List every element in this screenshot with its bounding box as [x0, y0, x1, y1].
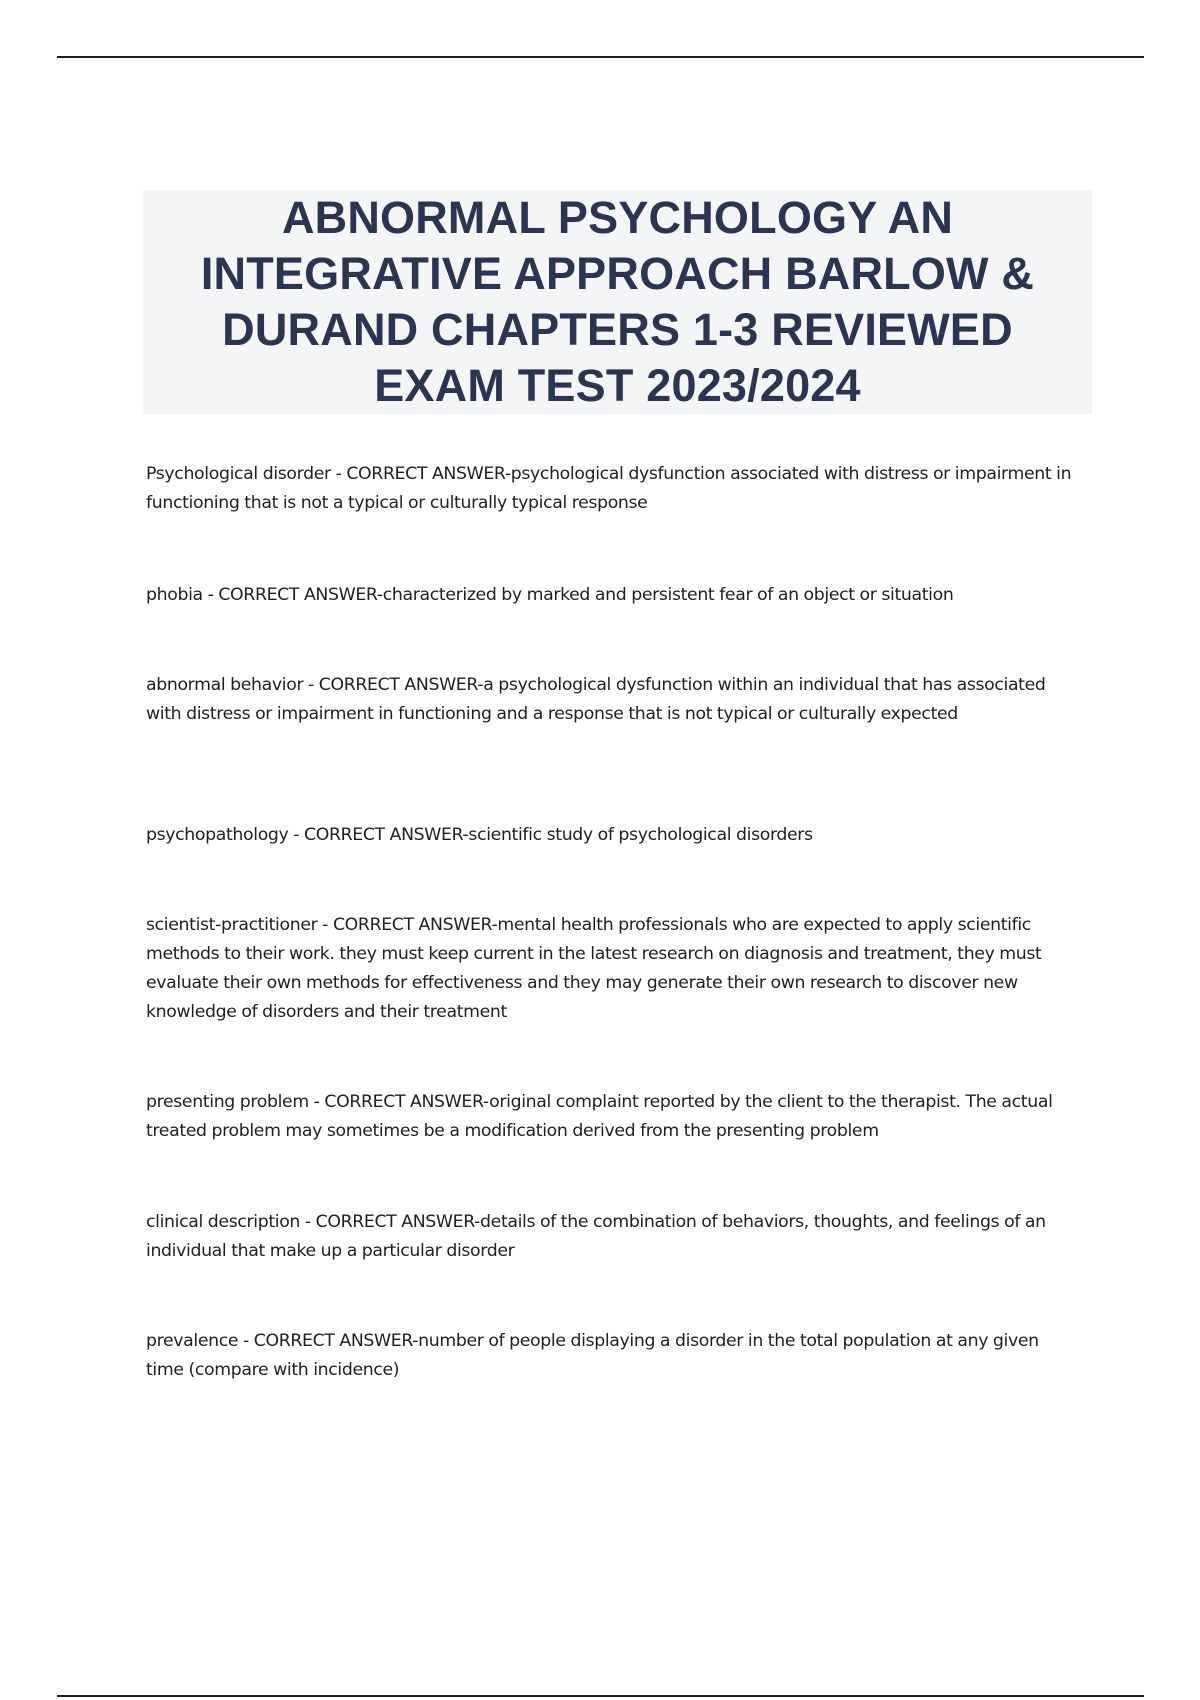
top-divider [57, 56, 1144, 58]
flashcard-entry: prevalence - CORRECT ANSWER-number of people displaying a disorder in the total population at any given time (compare with incidence) [146, 1331, 1039, 1380]
flashcard-entry: abnormal behavior - CORRECT ANSWER-a psychological dysfunction within an individual that has associated with distress or impairment in functioning and a response that is not typical or culturally expected [146, 675, 1046, 724]
flashcard-entry: scientist-practitioner - CORRECT ANSWER-mental health professionals who are expected to apply scientific methods to their work. they must keep current in the latest research on diagnosis and treatment, they must evaluate their own methods for effectiveness and they may generate their own research to discover new knowledge of disorders and their treatment [146, 915, 1042, 1022]
flashcard-entry: psychopathology - CORRECT ANSWER-scientific study of psychological disorders [146, 825, 813, 845]
flashcard-entry: phobia - CORRECT ANSWER-characterized by marked and persistent fear of an object or situation [146, 585, 954, 605]
flashcard-entry: Psychological disorder - CORRECT ANSWER-psychological dysfunction associated with distress or impairment in functioning that is not a typical or culturally typical response [146, 464, 1072, 513]
title-banner [143, 190, 1092, 414]
bottom-divider [57, 1695, 1144, 1697]
flashcard-entry: presenting problem - CORRECT ANSWER-original complaint reported by the client to the therapist. The actual treated problem may sometimes be a modification derived from the presenting problem [146, 1092, 1053, 1141]
document-title: ABNORMAL PSYCHOLOGY AN INTEGRATIVE APPROACH BARLOW & DURAND CHAPTERS 1-3 REVIEWED EXAM TEST 2023/2024 [200, 192, 1035, 411]
flashcard-entry: clinical description - CORRECT ANSWER-details of the combination of behaviors, thoughts, and feelings of an individual that make up a particular disorder [146, 1212, 1046, 1261]
